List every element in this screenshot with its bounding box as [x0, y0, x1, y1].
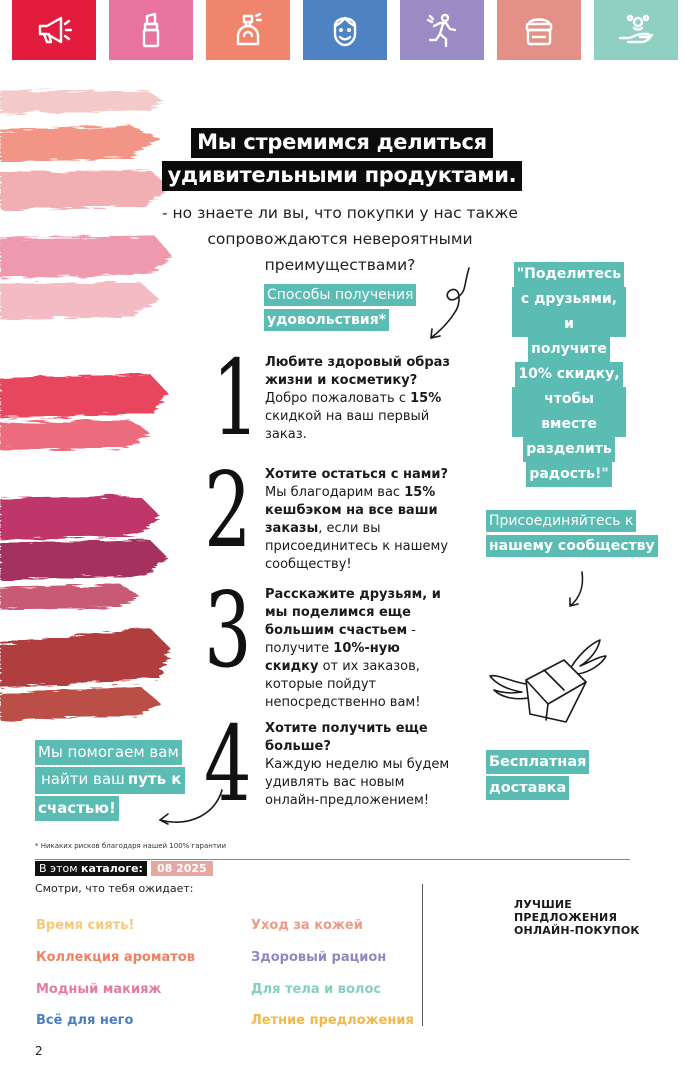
flying-gift-icon	[486, 636, 616, 731]
share-line: радость!"	[526, 462, 611, 487]
man-face-icon	[325, 10, 365, 50]
join-line-1: Присоединяйтесь к	[486, 510, 636, 532]
step-3-title: Расскажите друзьям, и мы поделимся еще большим счастьем	[265, 587, 441, 638]
footnote: * Никаких рисков благодаря нашей 100% гарантии	[35, 842, 226, 850]
section-link[interactable]: Коллекция ароматов	[36, 950, 195, 965]
vertical-divider	[422, 884, 423, 1026]
help-line-3-text: счастью!	[38, 799, 116, 817]
tile-skincare[interactable]	[497, 0, 581, 60]
cream-jar-icon	[519, 10, 559, 50]
best-online-offers[interactable]	[514, 898, 640, 937]
delivery-line-2: доставка	[486, 776, 569, 800]
share-line: с друзьями, и	[512, 287, 626, 337]
join-line-2: нашему сообществу	[486, 535, 658, 557]
help-line-3	[35, 796, 119, 821]
headline-line-2: удивительными продуктами.	[162, 161, 523, 191]
step-2-body-end: , если вы присоединитесь к нашему сообществу!	[265, 521, 449, 572]
share-line: "Поделитесь	[514, 262, 624, 287]
lipstick-icon	[131, 10, 171, 50]
section-link[interactable]: Время сиять!	[36, 918, 135, 933]
arrow-down-icon	[562, 570, 592, 610]
free-delivery-callout	[486, 750, 589, 802]
help-line-2a: найти ваш	[41, 770, 125, 788]
step-number: 4	[204, 703, 252, 825]
help-line-2b: путь к	[127, 770, 182, 788]
step-1-body: Добро пожаловать с	[265, 391, 411, 406]
step-4-text	[265, 720, 455, 810]
ways-label	[264, 284, 416, 334]
share-line: 10% скидку,	[515, 362, 622, 387]
step-3-body-end: от их заказов, которые пойдут непосредственно вам!	[265, 659, 421, 710]
best-line: ПРЕДЛОЖЕНИЯ	[514, 911, 618, 924]
step-number: 3	[204, 569, 252, 691]
step-3-highlight: 10%-ную скидку	[265, 641, 400, 674]
catalog-label	[35, 861, 147, 876]
running-person-icon	[422, 10, 462, 50]
tile-men[interactable]	[303, 0, 387, 60]
catalog-label-b: каталоге:	[81, 862, 143, 875]
category-tiles	[12, 0, 678, 60]
section-link[interactable]: Всё для него	[36, 1013, 134, 1028]
tile-bodycare[interactable]	[594, 0, 678, 60]
see-what-awaits: Смотри, что тебя ожидает:	[35, 882, 194, 895]
delivery-line-1: Бесплатная	[486, 750, 589, 774]
help-line-1: Мы помогаем вам	[35, 740, 182, 765]
megaphone-icon	[34, 10, 74, 50]
share-callout	[512, 262, 626, 487]
step-2-title: Хотите остаться с нами?	[265, 467, 449, 482]
headline-subtitle: - но знаете ли вы, что покупки у нас также сопровождаются невероятными преимуществами?	[162, 204, 518, 274]
share-line: получите	[528, 337, 610, 362]
step-1-highlight: 15%	[410, 391, 442, 406]
best-line: ОНЛАЙН-ПОКУПОК	[514, 924, 640, 937]
section-link[interactable]: Летние предложения	[251, 1013, 414, 1028]
section-link[interactable]: Для тела и волос	[251, 982, 382, 997]
section-link[interactable]: Здоровый рацион	[251, 950, 387, 965]
tile-makeup[interactable]	[109, 0, 193, 60]
catalog-date: 08 2025	[151, 861, 213, 876]
tile-wellness[interactable]	[400, 0, 484, 60]
body-care-icon	[616, 10, 656, 50]
step-3-text	[265, 586, 455, 712]
divider	[35, 859, 630, 860]
step-number: 1	[212, 337, 260, 459]
step-4-title: Хотите получить еще больше?	[265, 721, 428, 754]
best-line: ЛУЧШИЕ	[514, 898, 573, 911]
page-number: 2	[35, 1044, 43, 1058]
step-1-body-end: скидкой на ваш первый заказ.	[265, 409, 430, 442]
join-callout	[486, 510, 658, 560]
section-link[interactable]: Уход за кожей	[251, 918, 363, 933]
step-4-body: Каждую неделю мы будем удивлять вас новым онлайн-предложением!	[265, 757, 450, 808]
headline-line-1: Мы стремимся делиться	[191, 128, 493, 158]
step-1-title: Любите здоровый образ жизни и косметику?	[265, 355, 450, 388]
catalog-bar	[35, 861, 213, 876]
step-number: 2	[204, 449, 252, 571]
share-line: чтобы вместе	[512, 387, 626, 437]
curved-arrow-icon	[156, 786, 228, 830]
step-1-text	[265, 354, 455, 444]
section-link[interactable]: Модный макияж	[36, 982, 162, 997]
step-2-body: Мы благодарим вас	[265, 485, 405, 500]
perfume-icon	[228, 10, 268, 50]
step-2-text	[265, 466, 455, 574]
headline	[0, 128, 684, 191]
ways-line-2: удовольствия*	[264, 309, 389, 331]
tile-fragrance[interactable]	[206, 0, 290, 60]
step-2-highlight: 15% кешбэком на все ваши заказы	[265, 485, 438, 536]
step-3-body: - получите	[265, 623, 416, 656]
swirl-arrow-icon	[425, 266, 485, 346]
ways-line-1: Способы получения	[264, 284, 416, 306]
catalog-label-a: В этом	[39, 862, 82, 875]
share-line: разделить	[523, 437, 614, 462]
tile-promo[interactable]	[12, 0, 96, 60]
